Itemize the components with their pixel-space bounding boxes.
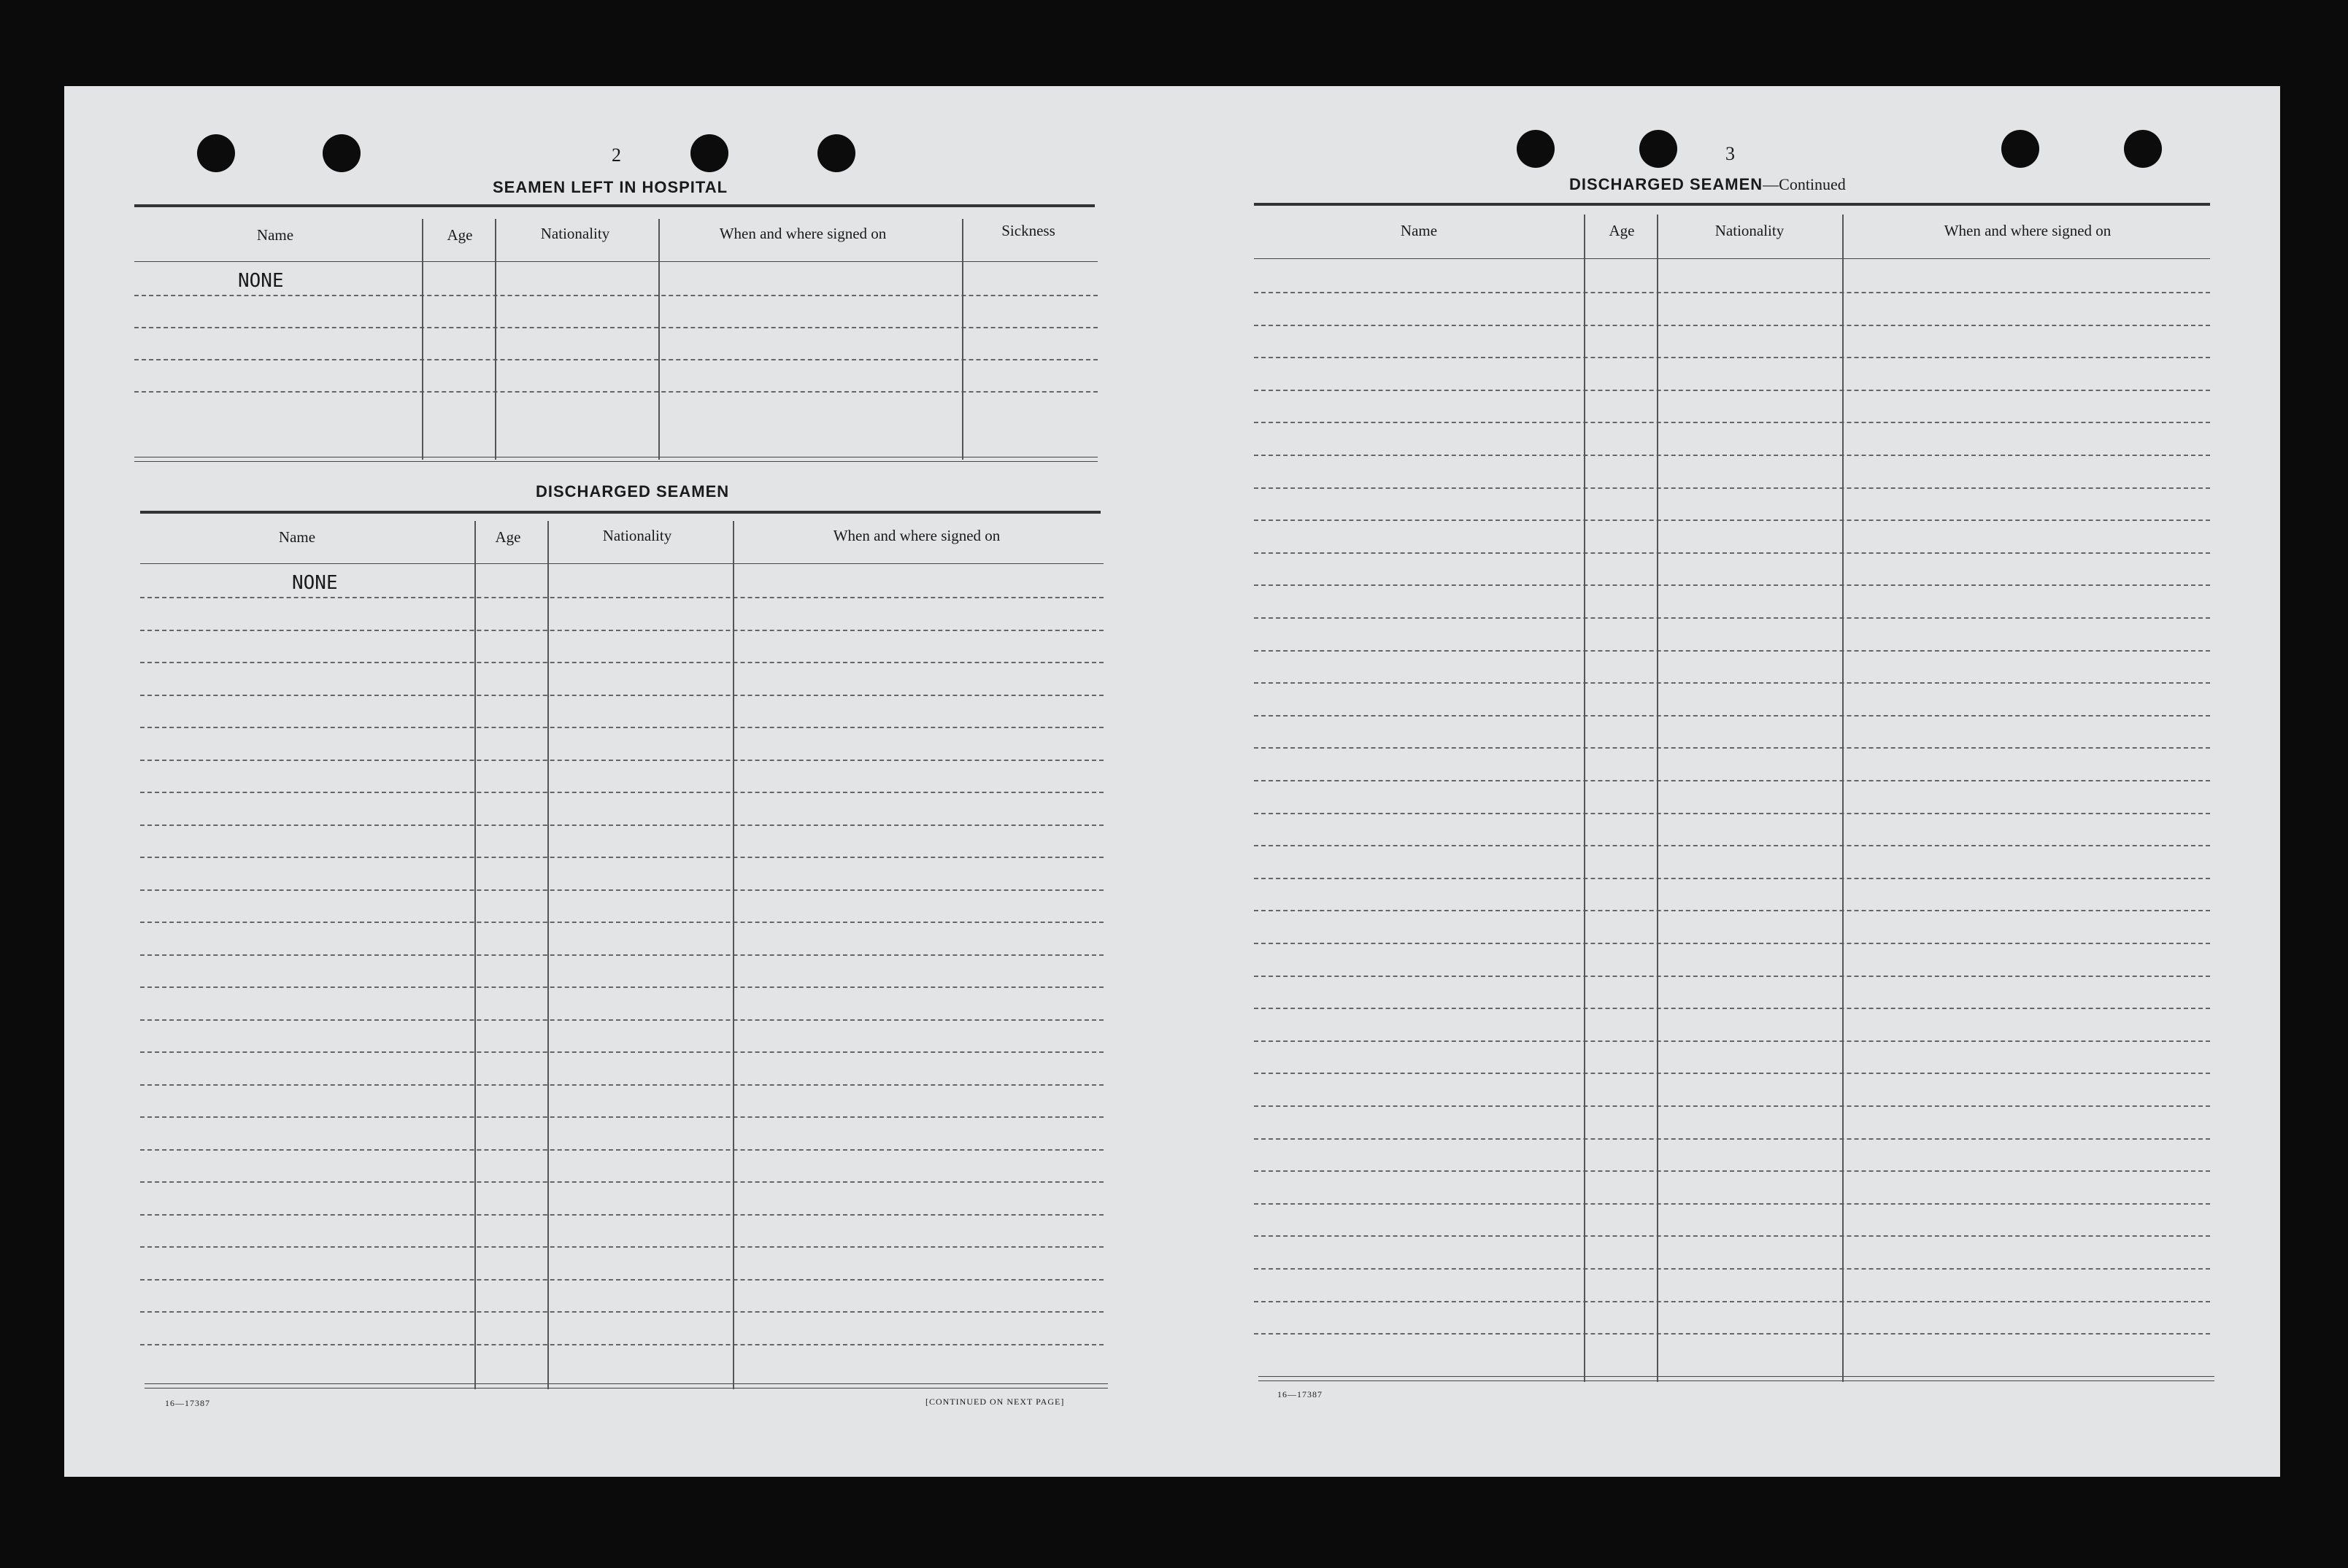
ruled-row-line — [1254, 487, 2210, 489]
discharged-header-name: Name — [278, 528, 316, 546]
discharged-header-line — [140, 563, 1104, 564]
ruled-row-line — [140, 824, 1104, 826]
hospital-column-divider — [658, 219, 660, 460]
ruled-row-line — [1254, 390, 2210, 391]
right-top-rule — [1254, 203, 2210, 206]
ruled-row-line — [140, 1311, 1104, 1313]
continued-note: [CONTINUED ON NEXT PAGE] — [925, 1397, 1065, 1407]
ruled-row-line — [140, 597, 1104, 598]
right-header-when-where: When and where signed on — [1944, 222, 2112, 239]
ruled-row-line — [1254, 682, 2210, 684]
ruled-row-line — [1254, 520, 2210, 521]
ruled-row-line — [1254, 910, 2210, 911]
hospital-header-nationality: Nationality — [540, 225, 610, 242]
continued-suffix: —Continued — [1763, 175, 1846, 193]
ruled-row-line — [140, 1116, 1104, 1118]
ruled-row-line — [1254, 292, 2210, 293]
right-header-name: Name — [1400, 222, 1438, 239]
hospital-column-divider — [495, 219, 496, 460]
hospital-row-line — [134, 391, 1098, 393]
hospital-column-divider — [962, 219, 963, 460]
form-sheet — [64, 86, 2280, 1477]
punch-hole — [1517, 130, 1555, 168]
ruled-row-line — [140, 792, 1104, 793]
punch-hole — [2001, 130, 2039, 168]
hospital-row-line — [134, 359, 1098, 360]
discharged-column-divider — [547, 521, 549, 1389]
ruled-row-line — [140, 695, 1104, 696]
ruled-row-line — [1254, 976, 2210, 977]
page-number-left: 2 — [612, 144, 621, 166]
ruled-row-line — [1254, 1040, 2210, 1042]
right-column-divider — [1657, 215, 1658, 1382]
ruled-row-line — [1254, 780, 2210, 781]
ruled-row-line — [140, 1019, 1104, 1021]
punch-hole — [197, 134, 235, 172]
hospital-entry-name: NONE — [238, 270, 284, 292]
ruled-row-line — [1254, 1333, 2210, 1335]
discharged-header-age: Age — [495, 528, 521, 546]
hospital-row-line — [134, 295, 1098, 296]
punch-hole — [1639, 130, 1677, 168]
ruled-row-line — [1254, 1105, 2210, 1107]
discharged-column-divider — [733, 521, 734, 1389]
ruled-row-line — [1254, 845, 2210, 846]
hospital-header-sickness: Sickness — [1001, 222, 1055, 239]
ruled-row-line — [1254, 422, 2210, 423]
ruled-row-line — [140, 922, 1104, 923]
form-number-right: 16—17387 — [1277, 1389, 1323, 1399]
ruled-row-line — [140, 889, 1104, 891]
ruled-row-line — [1254, 813, 2210, 814]
ruled-row-line — [1254, 878, 2210, 879]
hospital-section-title: SEAMEN LEFT IN HOSPITAL — [493, 178, 728, 196]
ruled-row-line — [1254, 943, 2210, 944]
ruled-row-line — [1254, 715, 2210, 717]
right-header-age: Age — [1609, 222, 1635, 239]
ruled-row-line — [1254, 1008, 2210, 1009]
hospital-header-when-where: When and where signed on — [719, 225, 887, 242]
ruled-row-line — [140, 1084, 1104, 1086]
discharged-column-divider — [474, 521, 476, 1389]
ruled-row-line — [140, 662, 1104, 663]
hospital-column-divider — [422, 219, 423, 460]
right-header-line — [1254, 258, 2210, 259]
hospital-header-name: Name — [256, 226, 294, 244]
ruled-row-line — [1254, 617, 2210, 619]
ruled-row-line — [140, 630, 1104, 631]
ruled-row-line — [140, 954, 1104, 956]
ruled-row-line — [1254, 747, 2210, 749]
ruled-row-line — [1254, 1138, 2210, 1140]
ruled-row-line — [140, 857, 1104, 858]
ruled-row-line — [140, 986, 1104, 988]
discharged-bottom-line — [145, 1388, 1108, 1389]
right-column-divider — [1842, 215, 1844, 1382]
right-bottom-line — [1258, 1380, 2214, 1381]
page-number-right: 3 — [1725, 143, 1735, 164]
discharged-section-title: DISCHARGED SEAMEN — [536, 482, 730, 501]
discharged-bottom-line — [145, 1383, 1108, 1384]
hospital-row-line — [134, 327, 1098, 328]
ruled-row-line — [140, 727, 1104, 728]
ruled-row-line — [1254, 650, 2210, 652]
ruled-row-line — [1254, 1170, 2210, 1172]
right-header-nationality: Nationality — [1714, 222, 1785, 239]
ruled-row-line — [1254, 1203, 2210, 1205]
ruled-row-line — [1254, 1073, 2210, 1074]
punch-hole — [690, 134, 728, 172]
punch-hole — [323, 134, 361, 172]
ruled-row-line — [140, 1279, 1104, 1281]
right-bottom-line — [1258, 1376, 2214, 1377]
ruled-row-line — [1254, 325, 2210, 326]
discharged-entry-name: NONE — [292, 572, 338, 594]
discharged-continued-title — [1569, 175, 1846, 194]
ruled-row-line — [1254, 584, 2210, 586]
ruled-row-line — [140, 1051, 1104, 1053]
punch-hole — [817, 134, 855, 172]
hospital-top-rule — [134, 204, 1095, 207]
discharged-top-rule — [140, 511, 1101, 514]
ruled-row-line — [140, 1246, 1104, 1248]
ruled-row-line — [1254, 455, 2210, 456]
ruled-row-line — [140, 1149, 1104, 1151]
hospital-header-age: Age — [447, 226, 473, 244]
ruled-row-line — [140, 1181, 1104, 1183]
ruled-row-line — [1254, 1301, 2210, 1302]
ruled-row-line — [140, 1344, 1104, 1345]
discharged-header-when-where: When and where signed on — [833, 527, 1001, 544]
ruled-row-line — [1254, 357, 2210, 358]
discharged-header-nationality: Nationality — [602, 527, 672, 544]
hospital-header-line — [134, 261, 1098, 262]
hospital-bottom-line — [134, 461, 1098, 462]
ruled-row-line — [140, 760, 1104, 761]
punch-hole — [2124, 130, 2162, 168]
discharged-continued-title-text: DISCHARGED SEAMEN — [1569, 175, 1763, 193]
form-number-left: 16—17387 — [165, 1398, 210, 1408]
ruled-row-line — [140, 1214, 1104, 1216]
ruled-row-line — [1254, 552, 2210, 554]
ruled-row-line — [1254, 1268, 2210, 1270]
ruled-row-line — [1254, 1235, 2210, 1237]
right-column-divider — [1584, 215, 1585, 1382]
